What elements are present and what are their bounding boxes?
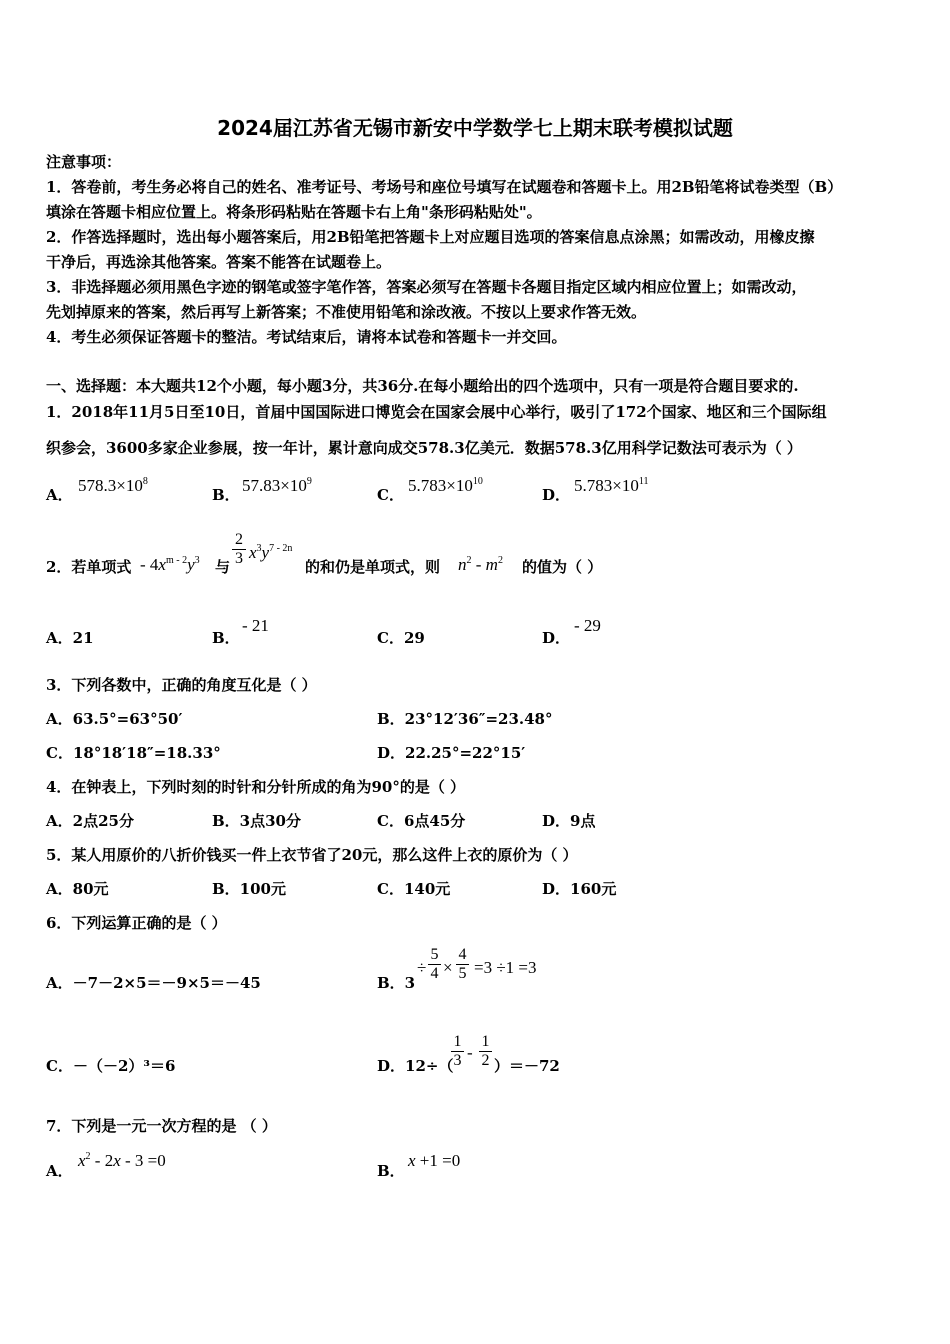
option-b-label: B． — [212, 629, 240, 647]
option-d-fraction-1: $\frac{1}{3}$ — [451, 1033, 464, 1070]
option-b-value: $57.83\times 10^9$ — [242, 476, 312, 495]
option-b-label: B． — [377, 1162, 405, 1180]
option-b-fraction-2: $\frac{4}{5}$ — [456, 946, 469, 983]
option-b-result: =3 ÷1 =3 — [474, 958, 537, 977]
question-2-with: 与 — [215, 558, 231, 576]
option-b-value: - 21 — [242, 616, 269, 635]
question-2-fraction: $\frac{2}{3}$ — [232, 531, 246, 568]
option-c-value: $5.783\times 10^{10}$ — [408, 476, 483, 495]
question-2-expression: $n^2 - m^2$ — [458, 555, 503, 574]
question-2-prefix: 2．若单项式 — [46, 558, 132, 576]
question-1-line2: 织参会，3600多家企业参展，按一年计，累计意向成交578.3亿美元．数据578.3亿用科学记数法可表示为（ ） — [46, 439, 802, 457]
option-c: C．－（－2）³＝6 — [46, 1057, 176, 1075]
option-c: C．6点45分 — [377, 812, 466, 830]
option-c: C．140元 — [377, 880, 451, 898]
question-1-line1: 1．2018年11月5日至10日，首届中国国际进口博览会在国家会展中心举行，吸引了172个国家、地区和三个国际组 — [46, 403, 827, 421]
option-a-label: A． — [46, 486, 73, 504]
question-2-middle: 的和仍是单项式，则 — [305, 558, 441, 576]
page-title: 2024届江苏省无锡市新安中学数学七上期末联考模拟试题 — [217, 116, 733, 140]
option-d-value: $5.783\times 10^{11}$ — [574, 476, 649, 495]
option-d-fraction-2: $\frac{1}{2}$ — [479, 1033, 492, 1070]
option-d: D．9点 — [542, 812, 596, 830]
option-b: B．23°12′36″=23.48° — [377, 710, 553, 728]
question-2-suffix: 的值为（ ） — [522, 558, 603, 576]
notice-line: 先划掉原来的答案，然后再写上新答案；不准使用铅笔和涂改液。不按以上要求作答无效。 — [46, 303, 647, 321]
option-b: B．3点30分 — [212, 812, 301, 830]
option-d-value: - 29 — [574, 616, 601, 635]
option-d-label: D． — [542, 486, 571, 504]
option-d-result: ）＝－72 — [494, 1057, 560, 1075]
option-c: C．18°18′18″=18.33° — [46, 744, 221, 762]
question-3-stem: 3．下列各数中，正确的角度互化是（ ） — [46, 676, 317, 694]
option-b-label: B．3 — [377, 974, 416, 992]
question-6-stem: 6．下列运算正确的是（ ） — [46, 914, 227, 932]
question-5-stem: 5．某人用原价的八折价钱买一件上衣节省了20元，那么这件上衣的原价为（ ） — [46, 846, 578, 864]
option-b-label: B． — [212, 486, 240, 504]
notice-line: 1．答卷前，考生务必将自己的姓名、准考证号、考场号和座位号填写在试题卷和答题卡上。用2B铅笔将试卷类型（B） — [46, 178, 843, 196]
section-heading: 一、选择题：本大题共12个小题，每小题3分，共36分.在每小题给出的四个选项中，只有一项是符合题目要求的. — [46, 377, 799, 395]
option-c-label: C． — [377, 486, 404, 504]
option-a: A．2点25分 — [46, 812, 134, 830]
option-d-label: D．12÷（ — [377, 1057, 454, 1075]
option-b-divide: ÷ — [417, 958, 427, 977]
notice-line: 2．作答选择题时，选出每小题答案后，用2B铅笔把答题卡上对应题目选项的答案信息点涂黑；如需改动，用橡皮擦 — [46, 228, 815, 246]
option-b-equation: x +1 =0 — [408, 1151, 461, 1170]
notice-heading: 注意事项： — [46, 153, 122, 171]
option-a: A．21 — [46, 629, 94, 647]
option-d: D．22.25°=22°15′ — [377, 744, 526, 762]
question-4-stem: 4．在钟表上，下列时刻的时针和分针所成的角为90°的是（ ） — [46, 778, 466, 796]
question-7-stem: 7．下列是一元一次方程的是 （ ） — [46, 1117, 277, 1135]
option-a-equation: $x^2 - 2x - 3 =0$ — [78, 1151, 166, 1170]
question-2-term2: $x^3y^{7 - 2n}$ — [249, 543, 293, 562]
option-b-fraction-1: $\frac{5}{4}$ — [428, 946, 441, 983]
option-c: C．29 — [377, 629, 425, 647]
option-d-minus: - — [467, 1043, 473, 1062]
option-a-label: A． — [46, 1162, 73, 1180]
option-a: A．63.5°=63°50′ — [46, 710, 183, 728]
notice-line: 3．非选择题必须用黑色字迹的钢笔或签字笔作答，答案必须写在答题卡各题目指定区域内相应位置上；如需改动， — [46, 278, 807, 296]
notice-line: 填涂在答题卡相应位置上。将条形码粘贴在答题卡右上角"条形码粘贴处"。 — [46, 203, 542, 221]
option-b-times: × — [443, 958, 453, 977]
option-b: B．100元 — [212, 880, 286, 898]
question-2-term1: - $4x^{m - 2}y^3$ — [140, 555, 200, 574]
notice-line: 4．考生必须保证答题卡的整洁。考试结束后，请将本试卷和答题卡一并交回。 — [46, 328, 567, 346]
option-a: A．－7－2×5＝－9×5＝－45 — [46, 974, 261, 992]
option-d: D．160元 — [542, 880, 617, 898]
notice-line: 干净后，再选涂其他答案。答案不能答在试题卷上。 — [46, 253, 392, 271]
option-a-value: $578.3\times 10^8$ — [78, 476, 148, 495]
option-a: A．80元 — [46, 880, 109, 898]
option-d-label: D． — [542, 629, 571, 647]
